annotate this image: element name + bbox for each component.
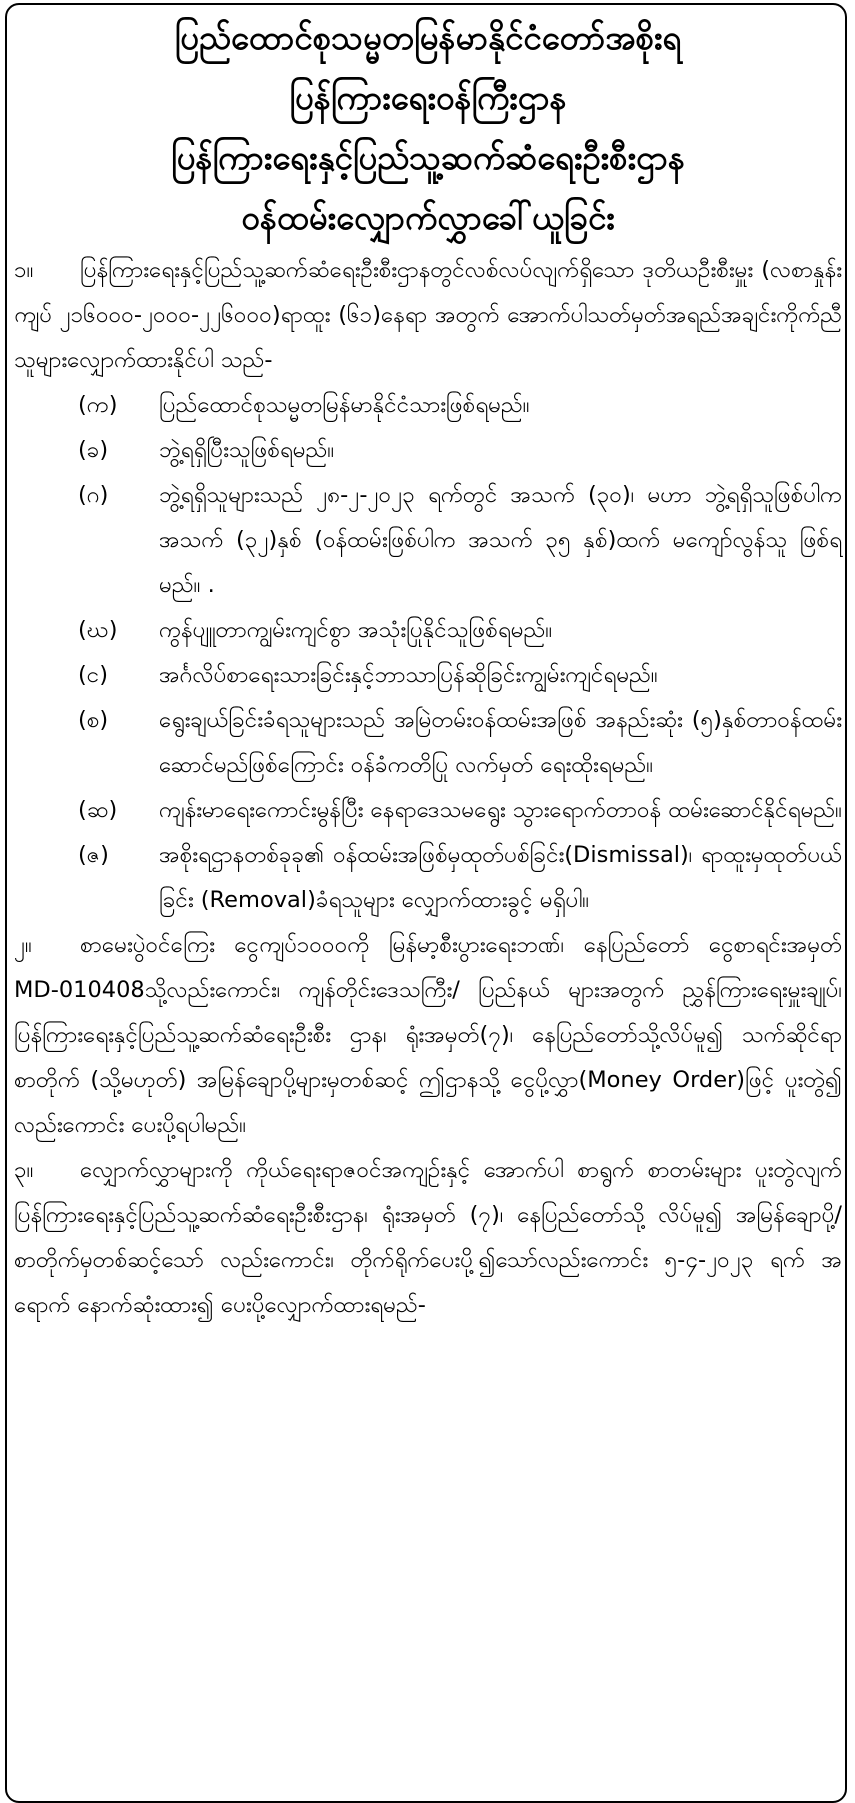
item-text: ဘွဲ့ရရှိသူများသည် ၂၈-၂-၂၀၂၃ ရက်တွင် အသက် (၃၀)၊ မဟာ ဘွဲ့ရရှိသူဖြစ်ပါက အသက် (၃၂)နှစ် (ဝန်ထမ်းဖြစ်ပါက အသက် ၃၅ နှစ်)ထက် မကျော်လွန်သူ ဖြစ်ရမည်။ .	[159, 482, 842, 598]
requirement-item	[14, 653, 842, 698]
paragraph-2	[14, 923, 842, 1148]
paragraph-text: ပြန်ကြားရေးနှင့်ပြည်သူ့ဆက်ဆံရေးဦးစီးဌာနတွင်လစ်လပ်လျက်ရှိသော ဒုတိယဦးစီးမှူး (လစာနှုန်းကျပ် ၂၁၆၀၀၀-၂၀၀၀-၂၂၆၀၀၀)ရာထူး (၆၁)နေရာ အတွက် အောက်ပါသတ်မှတ်အရည်အချင်းကိုက်ညီသူများလျှောက်ထားနိုင်ပါ သည်-	[14, 257, 842, 373]
item-label: (င)	[78, 662, 109, 688]
government-title: ပြည်ထောင်စုသမ္မတမြန်မာနိုင်ငံတော်အစိုးရ	[174, 18, 682, 57]
paragraph-1	[14, 248, 842, 383]
item-text: ကွန်ပျူတာကျွမ်းကျင်စွာ အသုံးပြုနိုင်သူဖြစ်ရမည်။	[159, 617, 553, 643]
item-text: ကျန်းမာရေးကောင်းမွန်ပြီး နေရာဒေသမရွေး သွားရောက်တာဝန် ထမ်းဆောင်နိုင်ရမည်။	[159, 797, 842, 823]
paragraph-text: လျှောက်လွှာများကို ကိုယ်ရေးရာဇဝင်အကျဉ်းနှင့် အောက်ပါ စာရွက် စာတမ်းများ ပူးတွဲလျက် ပြန်ကြားရေးနှင့်ပြည်သူ့ဆက်ဆံရေးဦးစီးဌာန၊ ရုံးအမှတ် (၇)၊ နေပြည်တော်သို့ လိပ်မူ၍ အမြန်ချောပို့/စာတိုက်မှတစ်ဆင့်သော် လည်းကောင်း၊ တိုက်ရိုက်ပေးပို့၍သော်လည်းကောင်း ၅-၄-၂၀၂၃ ရက် အရောက် နောက်ဆုံးထား၍ ပေးပို့လျှောက်ထားရမည်-	[14, 1157, 842, 1318]
job-vacancy-notice	[14, 0, 842, 1328]
item-label: (ခ)	[78, 437, 109, 463]
paragraph-number: ၃။	[14, 1157, 34, 1183]
requirement-item	[14, 473, 842, 608]
requirement-item	[14, 833, 842, 923]
requirement-item	[14, 608, 842, 653]
requirement-item	[14, 788, 842, 833]
item-text: အင်္ဂလိပ်စာရေးသားခြင်းနှင့်ဘာသာပြန်ဆိုခြင်းကျွမ်းကျင်ရမည်။	[159, 662, 658, 688]
paragraph-number: ၂။	[14, 932, 32, 958]
paragraph-text: စာမေးပွဲဝင်ကြေး ငွေကျပ်၁၀၀၀ကို မြန်မာ့စီးပွားရေးဘဏ်၊ နေပြည်တော် ငွေစာရင်းအမှတ် MD-010408သို့လည်းကောင်း၊ ကျန်တိုင်းဒေသကြီး/ ပြည်နယ် များအတွက် ညွှန်ကြားရေးမှူးချုပ်၊ ပြန်ကြားရေးနှင့်ပြည်သူ့ဆက်ဆံရေးဦးစီး ဌာန၊ ရုံးအမှတ်(၇)၊ နေပြည်တော်သို့လိပ်မူ၍ သက်ဆိုင်ရာစာတိုက် (သို့မဟုတ်) အမြန်ချောပို့များမှတစ်ဆင့် ဤဌာနသို့ ငွေပို့လွှာ(Money Order)ဖြင့် ပူးတွဲ၍ လည်းကောင်း ပေးပို့ရပါမည်။	[14, 932, 842, 1138]
item-label: (ဃ)	[78, 617, 118, 643]
item-text: ဘွဲ့ရရှိပြီးသူဖြစ်ရမည်။	[159, 437, 335, 463]
item-text: ပြည်ထောင်စုသမ္မတမြန်မာနိုင်ငံသားဖြစ်ရမည်။	[159, 392, 530, 418]
requirement-item	[14, 428, 842, 473]
item-label: (ဂ)	[78, 482, 109, 508]
item-label: (ဆ)	[78, 797, 118, 823]
paragraph-number: ၁။	[14, 257, 34, 283]
requirement-item	[14, 383, 842, 428]
ministry-title: ပြန်ကြားရေးဝန်ကြီးဌာန	[289, 78, 567, 117]
item-text: အစိုးရဌာနတစ်ခုခု၏ ဝန်ထမ်းအဖြစ်မှထုတ်ပစ်ခြင်း(Dismissal)၊ ရာထူးမှထုတ်ပယ်ခြင်း (Removal)ခံရသူများ လျှောက်ထားခွင့် မရှိပါ။	[159, 842, 842, 913]
paragraph-3	[14, 1148, 842, 1328]
item-label: (က)	[78, 392, 118, 418]
item-label: (စ)	[78, 707, 109, 733]
item-label: (ဇ)	[78, 842, 109, 868]
department-title: ပြန်ကြားရေးနှင့်ပြည်သူ့ဆက်ဆံရေးဦးစီးဌာန	[171, 138, 685, 177]
notice-title: ဝန်ထမ်းလျှောက်လွှာခေါ်ယူခြင်း	[241, 198, 615, 237]
notice-body	[14, 248, 842, 1328]
item-text: ရွေးချယ်ခြင်းခံရသူများသည် အမြဲတမ်းဝန်ထမ်းအဖြစ် အနည်းဆုံး (၅)နှစ်တာဝန်ထမ်းဆောင်မည်ဖြစ်ကြောင်း ဝန်ခံကတိပြု လက်မှတ် ရေးထိုးရမည်။	[159, 707, 842, 778]
requirement-item	[14, 698, 842, 788]
